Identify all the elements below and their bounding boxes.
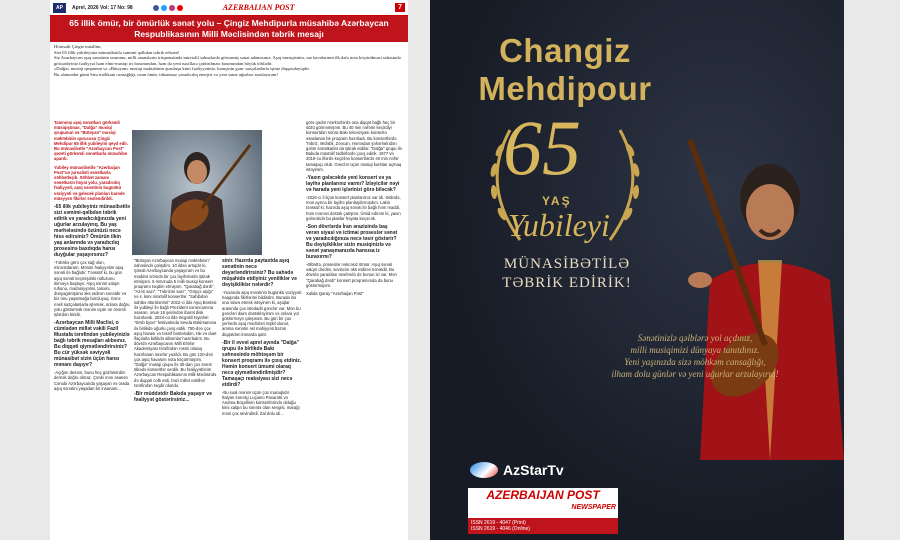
masthead	[50, 0, 408, 16]
newspaper-page	[50, 0, 408, 540]
article-headline: 65 illik ömür, bir ömürlük sənət yolu – Çingiz Mehdipurla müsahibə Azərbaycan Respublikasının Milli Məclisindən təbrik mesajı	[50, 16, 408, 42]
question: sinir. Hazırda paytaxtda aşıq sənətinin necə dəyərləndirirsiniz? Bu sahədə müşahidə etdiyiniz yeniliklər və dəyişikliklər nələrdir?	[222, 258, 297, 288]
lead-paragraph-2: Yubiley münasibətilə "Azerbaijan Post"un jurnalisti sənətkarla söhbətləşib. Söhbət zamanı sənətkarın həyat yolu, yaradıcılıq fəaliyyəti, aşıq sənətinin bugünkü vəziyyəti və gələcək planları barədə müəyyən fikirlər səsləndirildi.	[54, 164, 125, 201]
poster-greeting-line2: TƏBRİK EDİRİK!	[502, 275, 632, 291]
column-4	[306, 120, 402, 540]
poster-name-last: Mehdipour	[478, 70, 652, 107]
poster-greeting-line1: MÜNASİBƏTİLƏ	[503, 256, 631, 272]
answer: -Yuxarıda aşıq sənətinin bugünkü vəziyyəti haqqında fikirlərimi bildirdim. Burada isə ona əlavə etmək istəyirəm ki, aşıqlar arasında çox istedadlı gənclər var. Mən bu gəncləri daim dəstəkləyirəm və onlara yol göstərməyə çalışıram. Bu gün bir çox yerlərdə aşıq məclisləri təşkil olunur, amma sənətin əsl mahiyyəti bəzən diqqətdən kənarda qalır.	[222, 290, 302, 337]
question: -Bir il əvvəl aprel ayında "Dalğa" qrupu ilə birlikdə Bakı səhnəsində möhtəşəm bir konsert proqramı ilə çıxış etdiniz. Həmin konsert ümumi olaraq necə qiymətləndirilmişdir? Tamaşaçı reaksiyası sizi necə etdirdi?	[222, 339, 302, 388]
musician-with-saz	[670, 130, 844, 460]
column-2	[134, 258, 217, 540]
intro-line: Siz Azərbaycan aşıq sənətinin onurunu, milli ənənələrin irtiqamətində müxtəlif səhnələrdə göstərmiş sənət adamısınız. Aşıq musiqisinin, saz havalarının ilk dəfə nota köçürülməsi sahəsində göstərdiyiniz fəaliyyət həm elmi-musiqi irs baxımından, həm də yeni nəsillərə çatdırılması baxımından böyük töhfədir.	[54, 55, 401, 66]
social-icons	[153, 5, 183, 11]
instagram-icon	[169, 5, 175, 11]
author-signature: Xalida Qaray "Azerbaijan Post"	[306, 291, 364, 297]
masthead-logo: AP	[53, 3, 66, 13]
issn-online: ISSN 2619 - 4046 (Online)	[471, 526, 530, 532]
intro-line: Hörmətli Çingiz müəllim,	[54, 44, 102, 49]
youtube-icon	[177, 5, 183, 11]
answer: -2026-cı il ilçün konsert planlarımız var idi. Əslində, mən ayrıca bir layihə planlaşdırmışdım. Lakin təəssüf ki, hazırda aşıq sənəti ilə bağlı həm maddi, həm mənəvi dəstək çatışmır. Ümid edirəm ki, yaxın gələcəkdə bu planlar həyata keçəcək.	[306, 195, 401, 221]
quote-line: ilham dolu günlər və yeni uğurlar arzulayırıq!	[611, 369, 779, 379]
twitter-icon	[161, 5, 167, 11]
answer: görə qədər mərkəzlərdə ona diqqət bağlı heç bir sözü görməmişəm. Bu 40 min nəfərin keçirdiyi konsertdən sonra Bakı televiziyası konsertə əsaslanan bir proqram hazırladı. Bu konsertlərdə Təbriz, Ərdəbil, Zəncan, Həmədan şəhərlərindən gələn sənətkarlar da iştirak etdilər. "Dalğa" qrupu ilə Bakıda müxtəlif tədbirlərdə çıxış edirik. 1977 və 2019-cu illərdə keçirilən konsertlərdə 40 min nəfər tamaşaçı olub. Gənclər üçün musiqi kursları açmaq istəyirəm.	[306, 120, 402, 172]
answer: "Bütəyan Azərbaycan musiqi məktəbinin" sahəsində çalışdım. 10 ildən artıqdır ki, Şimali Azərbaycanda yaşayıram və bu müddət ərzində bir çox layihələrdə iştirak etmişəm. 5 mövzuda 5 milli musiqi konsert proqramı təqdim etmişəm. "Qarabağ dərdi", "Azəri sazı", "Təbrizim sazı", "Göyçə aşığı" və s. kimi müxtəlif konsertlər. "Sahibdən sahibə ötürülənləri" 2022-ci ildə Aşıq Bəstəsi ilə yubileyi ilə bağlı Prezident sərəncamına əsasən, onun 18 şeirindən ibarət disk hazırlandı. 2024-cü ildə Əcgəbli təyinləri "Ərəb byarı" festivalında Sevda Bəkirsanova ilə birlikdə uğurlu çıxış etdik. 750-dən çox aşıq havası və təsnif bəstələdim, tək və duet ifaçılarla birlikdə albomlar hazırladım. Bu dövrdə Azərbaycanın Milli Elmlər Akademiyası tərəfindən rəsmi olaraq hazırlanan əsərlər yazıldı. Bu gün 120-dən çox aşıq havasını nota köçürmüşəm. "Dalğa" musiqi qrupu ilə 30-dan çox sənət ölkədə konsertlər verdik. Bu fəaliyyətlərim Azərbaycan Respublikasının Milli Məclisində də diqqəti cəlb etdi, bəzi millət vəkilləri tərəfindən təqdir olundu.	[134, 258, 217, 388]
issn-box	[468, 518, 618, 534]
azerbaijan-post-logo	[468, 488, 618, 534]
answer: -Bu sual mənim üçün çox maraqlıdır. İtalyan sənətçi Luçiano Pavarotti və Andrea Boçellinin konsertlərində olduğu kimi xalqın bu sənətə olan sevgisi, marağı məni çox sevindirdi. Zal dolu idi...	[222, 389, 300, 416]
intro-line: Bu əlamətdar günü Sizə möhkəm cansağlığı, uzun ömür, tükənməz yaradıcılıq enerjisi və yeni sənət uğurları arzulayıram!	[54, 71, 278, 77]
quote-line: Sənətinizlə qəlblərə yol açdınız,	[637, 333, 753, 343]
intro-line: «Dalğa» musiqi qrupunun və «Bütəyan» musiqi məktəbinin quruluşu kimi fəaliyyətiniz, həmçinin gənc sazçalanlarla işiniz diqqətəlayiqdir.	[54, 66, 310, 72]
article-columns	[54, 120, 404, 540]
azstar-name: AzStarTv	[503, 462, 564, 478]
lead-paragraph: Tanınmış aşıq sənətkarı görkəmli müsiqişünas, "Dalğa" musiqi qrupunun və "Bütəyan" musiqi məktəbinin qurucusu Çingiz Mehdipur 65 illik yubileyini qeyd edir. Bu münasibətlə "Azərbaycan Post" qəzeti görkəmli sənətkarla müsahibə apardı.	[54, 120, 128, 162]
page-number: 7	[395, 3, 405, 12]
question: -65 illik yubileyiniz münasibətilə sizi səmimi-qəlbdən təbrik edirik və yaradıcılığınızda yeni uğurlar arzulayırıq. Bu yaş mərhələsində özünüzü necə hiss edirsiniz? Ömürün ilkin yaş anlarında və yaradıcılıq prosesinə baxdıqda hansı duyğular yaşayırsınız?	[54, 204, 130, 259]
poster-age-number: 65	[503, 104, 581, 191]
facebook-icon	[153, 5, 159, 11]
poster-jubilee: Yubileyi	[508, 207, 610, 243]
column-1	[54, 120, 130, 540]
poster-greeting	[452, 255, 682, 293]
musician-photo	[132, 130, 262, 255]
jubilee-poster	[430, 0, 844, 540]
column-3	[222, 258, 302, 540]
answer: -Əlbəttə, proseslər nəticəsiz ötmür. Aşıq sənəti xalqın dərdini, sevincini əks etdirən sənətdir. Bu dövrdə yaradılan əsərlərdə də bunun izi var. Mən "Qarabağ dərdi" konsert proqramımda da bunu göstərmişəm.	[306, 262, 397, 288]
intro-line: Sizi 65 illik yubileyiniz münasibətilə səmimi qəlbdən təbrik edirəm!	[54, 49, 180, 55]
question: -Son dövrlərdə İran ərazisində baş verən siyasi və ictimai proseslər sənət və yaradıcılığınıza necə təsir göstərir? Bu dəyişikliklər sizin musiqinizlə və sənət yanaşmanızda hansısa iz buraxırmı?	[306, 224, 398, 261]
poster-yas: YAŞ	[542, 194, 572, 208]
quote-line: milli musiqimizi dünyaya tanıtdınız.	[630, 345, 760, 355]
issn-print: ISSN 2619 - 4047 (Print)	[471, 520, 526, 526]
congratulation-intro	[50, 42, 408, 78]
question: -Yaxın gələcəkdə yeni konsert və ya layihə planlarınız varmı? İzləyicilər nəyi və harada yeni işlərinizi görə biləcək?	[306, 175, 400, 194]
poster-quote	[550, 332, 840, 380]
issue-info: Aprel, 2026 Vol: 17 No: 98	[71, 4, 133, 11]
post-sub: NEWSPAPER	[571, 504, 616, 511]
quote-line: Yeni yaşınızda sizə möhkəm cansağlığı,	[624, 357, 766, 367]
answer: -Açığını desəm, bunu heç gözləmirdim demək doğru olmaz. Çünki mən əsasən Cənubi Azərbaycanda yaşayan və orada aşıq sənətini yaşadan bir insanam...	[54, 370, 130, 391]
question: -Azərbaycan Milli Məclisi, o cümlədən millət vəkili Fazil Mustafa tərəfindən yubileyinizlə bağlı təbrik mesajları alıbsınız. Bu diqqəti qiymətləndirirsiniz? Bu cür yüksək səviyyəli münasibət sizin üçün hansı mənanı daşıyır?	[54, 320, 130, 369]
answer: -Təbrikə görə çox sağ olun, minnətdaram. Mənim fəaliyyətim aşıq sənəti ilə bağlıdır. Təəssüf ki, bu gün aşıq sənəti keçmişdəki nüfuzunu itirməyə başlayır. Aşıq sənəti xalqın ruhunu, mədəniyyətini, tarixini, dünyagörüşünü əks etdirən sənətdir və biz onu yaşatmağa borcluyuq. Gənc nəsil sazçalanlarla işləmək, onlara doğru yolu göstərmək mənim üçün ən önəmli işlərdən biridir.	[54, 260, 130, 318]
azstar-logo	[470, 462, 564, 478]
post-brand: AZERBAIJAN POST	[468, 488, 618, 502]
question: -Bir müddətdir Bakıda yaşayır və fəaliyyət göstərirsiniz...	[134, 391, 212, 404]
poster-name-first: Changiz	[499, 32, 631, 69]
azstar-mark-icon	[470, 462, 498, 478]
masthead-brand: AZERBAIJAN POST	[222, 3, 295, 12]
